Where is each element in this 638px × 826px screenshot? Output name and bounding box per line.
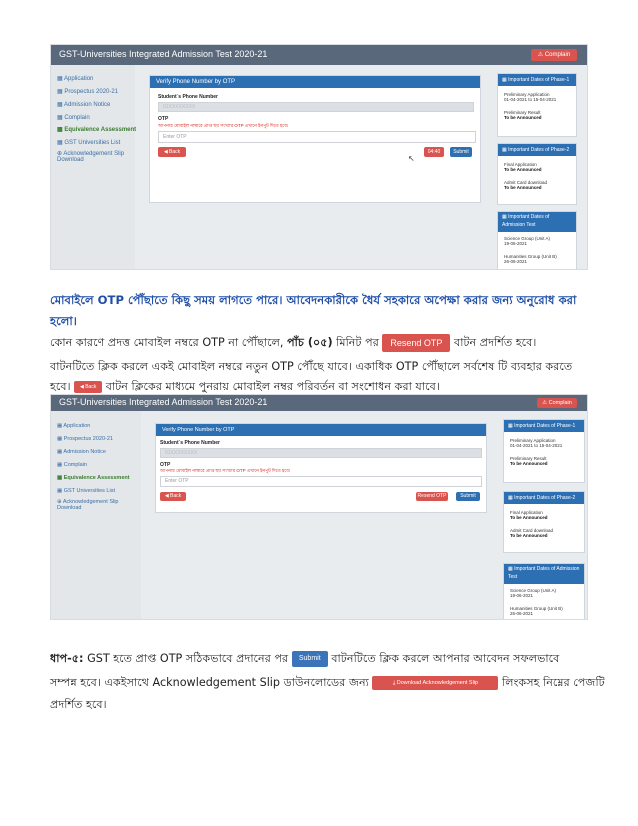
sidebar-item-complain[interactable]: ▦ Complain bbox=[57, 115, 90, 121]
screenshot-otp-timer bbox=[50, 44, 588, 270]
phase1-item-2: Preliminary Result To be Announced bbox=[504, 110, 542, 120]
sidebar-item-admission-notice[interactable]: ▦ Admission Notice bbox=[57, 102, 111, 108]
admission-test-item-2: Humanities Group (Unit B) 26-06-2021 bbox=[504, 254, 557, 264]
otp-input[interactable]: Enter OTP bbox=[160, 476, 482, 487]
alert-icon: ⚠ bbox=[537, 52, 545, 58]
phase2-panel bbox=[497, 143, 577, 205]
phase2-panel bbox=[503, 491, 585, 553]
para1-line5: হবে। ◀ Back বাটন ক্লিকের মাধ্যমে পুনরায় মোবাইল নম্বর পরিবর্তন বা সংশোধন করা যাবে। bbox=[50, 380, 440, 393]
phase1-panel bbox=[497, 73, 577, 137]
phase2-item-2: Admit Card download To be Announced bbox=[510, 528, 554, 538]
sidebar-item-ack-slip[interactable]: ⊕ Acknowledgement Slip Download bbox=[57, 499, 119, 511]
alert-icon: ⚠ bbox=[542, 400, 549, 406]
phase2-title: ▦ Important Dates of Phase-2 bbox=[504, 492, 584, 504]
phase1-item-1: Preliminary Application 01-04-2021 to 15-04-2021 bbox=[504, 92, 557, 102]
otp-panel-title: Verify Phone Number by OTP bbox=[150, 76, 480, 88]
submit-button[interactable]: Submit bbox=[450, 147, 472, 157]
complain-button[interactable]: ⚠ Complain bbox=[531, 49, 577, 61]
resend-otp-button[interactable]: Resend OTP bbox=[417, 493, 447, 499]
sidebar bbox=[51, 65, 135, 269]
phase1-item-1: Preliminary Application 01-04-2021 to 15-04-2021 bbox=[510, 438, 563, 448]
sidebar-item-equivalence[interactable]: ▦ Equivalence Assessment bbox=[57, 127, 137, 133]
para1-line1: মোবাইলে OTP পৌঁছাতে কিছু সময় লাগতে পারে। আবেদনকারীকে ধৈর্য সহকারে অপেক্ষা করার জন্য অনুরোধ করা bbox=[50, 293, 577, 307]
otp-panel bbox=[149, 75, 481, 203]
submit-button[interactable]: Submit bbox=[456, 492, 480, 501]
phone-field: 01XXXXXXXX bbox=[160, 448, 482, 458]
phone-label: Student`s Phone Number bbox=[160, 440, 221, 446]
back-button[interactable]: ◀ Back bbox=[160, 492, 186, 501]
back-button[interactable]: ◀ Back bbox=[158, 147, 186, 157]
phase2-title: ▦ Important Dates of Phase-2 bbox=[498, 144, 576, 156]
download-icon: ⤓ bbox=[392, 680, 397, 686]
top-navbar bbox=[51, 45, 587, 65]
screenshot-otp-resend bbox=[50, 394, 588, 620]
otp-warning: আপনার মোবাইল নাম্বারে প্রাপ্ত ছয় সংখ্যার OTP এখানে ইনপুট দিতে হবে। bbox=[158, 123, 289, 128]
top-navbar bbox=[51, 395, 587, 411]
back-icon: ◀ bbox=[164, 493, 171, 499]
sidebar-item-universities-list[interactable]: ▦ GST Universities List bbox=[57, 488, 115, 494]
para1-line3: কোন কারণে প্রদত্ত মোবাইল নম্বরে OTP না পৌঁছালে, পাঁচ (০৫) মিনিট পর Resend OTP বাটন প্রদর্শিত হবে। bbox=[50, 334, 590, 353]
phase1-panel bbox=[503, 419, 585, 483]
step-label: ধাপ-৫: bbox=[50, 652, 84, 665]
phase2-item-1: Final Application To be Announced bbox=[510, 510, 548, 520]
complain-button[interactable]: ⚠ Complain bbox=[537, 398, 577, 408]
nav-title: GST-Universities Integrated Admission Test 2020-21 bbox=[59, 397, 268, 407]
para2-line1: ধাপ-৫: GST হতে প্রাপ্ত OTP সঠিকভাবে প্রদানের পর Submit বাটনটিতে ক্লিক করলে আপনার আবেদন সফলভাবে bbox=[50, 652, 560, 665]
otp-panel-title: Verify Phone Number by OTP bbox=[156, 424, 486, 436]
admission-test-title: ▦ Important Dates of Admission Test bbox=[504, 564, 584, 584]
download-ack-inline-button: ⤓ Download Acknowledgement Slip bbox=[372, 676, 498, 690]
otp-input[interactable]: Enter OTP bbox=[158, 131, 476, 143]
sidebar-item-application[interactable]: ▦ Application bbox=[57, 423, 91, 429]
otp-warning: আপনার মোবাইল নাম্বারে প্রাপ্ত ছয় সংখ্যার OTP এখানে ইনপুট দিতে হবে। bbox=[160, 468, 291, 473]
admission-test-item-2: Humanities Group (Unit B) 26-06-2021 bbox=[510, 606, 563, 616]
phase2-item-2: Admit Card download To be Announced bbox=[504, 180, 548, 190]
phone-label: Student`s Phone Number bbox=[158, 94, 219, 100]
phase1-title: ▦ Important Dates of Phase-1 bbox=[504, 420, 584, 432]
phone-field: 01XXXXXXXX bbox=[158, 102, 474, 112]
admission-test-panel bbox=[497, 211, 577, 270]
five-minutes: পাঁচ (০৫) bbox=[287, 336, 333, 349]
nav-title: GST-Universities Integrated Admission Test 2020-21 bbox=[59, 49, 268, 59]
back-icon: ◀ bbox=[163, 149, 170, 155]
otp-timer: 04:40 bbox=[424, 147, 444, 157]
sidebar-item-application[interactable]: ▦ Application bbox=[57, 76, 94, 82]
admission-test-item-1: Science Group (Unit A) 19-06-2021 bbox=[504, 236, 551, 246]
sidebar-item-universities-list[interactable]: ▦ GST Universities List bbox=[57, 140, 121, 146]
otp-label: OTP bbox=[160, 462, 171, 468]
para2-line3: প্রদর্শিত হবে। bbox=[50, 698, 107, 711]
otp-label: OTP bbox=[158, 116, 169, 122]
sidebar-item-admission-notice[interactable]: ▦ Admission Notice bbox=[57, 449, 106, 455]
sidebar-item-ack-slip[interactable]: ⊕ Acknowledgement Slip Download bbox=[57, 151, 125, 163]
admission-test-title: ▦ Important Dates of Admission Test bbox=[498, 212, 576, 232]
sidebar-item-prospectus[interactable]: ▦ Prospectus 2020-21 bbox=[57, 436, 113, 442]
submit-inline-button: Submit bbox=[292, 651, 328, 667]
mouse-cursor-icon: ↖ bbox=[408, 154, 415, 163]
sidebar-item-complain[interactable]: ▦ Complain bbox=[57, 462, 87, 468]
sidebar-item-equivalence[interactable]: ▦ Equivalence Assessment bbox=[57, 475, 130, 481]
sidebar bbox=[51, 411, 141, 619]
admission-test-panel bbox=[503, 563, 585, 620]
para1-line4: বাটনটিতে ক্লিক করলে একই মোবাইল নম্বরে নতুন OTP পৌঁছে যাবে। একাধিক OTP পৌঁছালে সর্বশেষ টি ব্যবহার করতে bbox=[50, 360, 573, 373]
sidebar-item-prospectus[interactable]: ▦ Prospectus 2020-21 bbox=[57, 89, 119, 95]
phase1-item-2: Preliminary Result To be Announced bbox=[510, 456, 548, 466]
phase1-title: ▦ Important Dates of Phase-1 bbox=[498, 74, 576, 86]
otp-panel bbox=[155, 423, 487, 513]
phase2-item-1: Final Application To be Announced bbox=[504, 162, 542, 172]
admission-test-item-1: Science Group (Unit A) 19-06-2021 bbox=[510, 588, 557, 598]
para2-line2: সম্পন্ন হবে। একইসাথে Acknowledgement Slip ডাউনলোডের জন্য ⤓ Download Acknowledgement Slip লিংকসহ নিম্নের পেজটি bbox=[50, 676, 605, 689]
resend-otp-inline-button: Resend OTP bbox=[382, 334, 450, 352]
para1-line2: হলো। bbox=[50, 314, 77, 328]
back-inline-button: ◀ Back bbox=[74, 381, 102, 393]
